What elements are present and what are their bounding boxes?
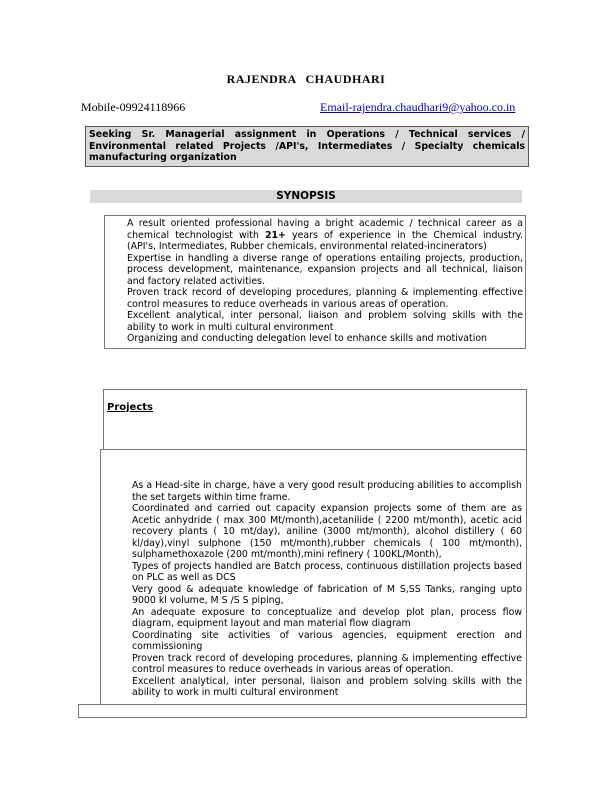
projects-bottom-border [78,717,527,718]
projects-top-border [103,389,527,390]
projects-heading: Projects [107,402,154,413]
synopsis-item: A result oriented professional having a bright academic / technical career as a chemical technologist with 21+ years of experience in the Chemical industry. (API's, Intermediates, Rubber chemicals, environmental related-incinerators) [127,218,523,252]
mobile-number: Mobile-09924118966 [81,100,186,114]
email-link[interactable]: Email-rajendra.chaudhari9@yahoo.co.in [320,100,516,114]
synopsis-heading: SYNOPSIS [90,190,522,203]
synopsis-item: Proven track record of developing procedures, planning & implementing effective control measures to reduce overheads in various areas of operation. [127,287,523,310]
project-item: Proven track record of developing procedures, planning & implementing effective control measures to reduce overheads in various areas of operation. [132,652,522,675]
projects-divider [100,449,527,450]
synopsis-box [104,215,526,349]
projects-outer-left-border [78,704,79,717]
projects-list-container [110,480,522,699]
projects-left-border [103,389,104,449]
project-item: Excellent analytical, inter personal, liaison and problem solving skills with the ability to work in multi cultural environment [132,675,522,698]
project-item: An adequate exposure to conceptualize and develop plot plan, process flow diagram, equipment layout and man material flow diagram [132,606,522,629]
synopsis-item: Organizing and conducting delegation level to enhance skills and motivation [127,333,487,344]
projects-bottom-divider [78,704,527,705]
projects-right-border [526,389,527,718]
synopsis-item: Expertise in handling a diverse range of operations entailing projects, production, process development, maintenance, expansion projects and all technical, liaison and factory related activities. [127,252,523,287]
project-item: Coordinated and carried out capacity expansion projects some of them are as Acetic anhydride ( max 300 Mt/month),acetanilide ( 2200 mt/month), acetic acid recovery plants ( 10 mt/day), aniline (3000 mt/month), alcohol distillery ( 60 kl/day),vinyl sulphone (150 mt/month),rubber chemicals ( 100 mt/month), sulphamethoxazole (200 mt/month),mini refinery ( 100KL/Month), [132,503,522,560]
projects-inner-left-border [100,449,101,704]
candidate-name: RAJENDRA CHAUDHARI [226,72,386,86]
objective-statement: Seeking Sr. Managerial assignment in Operations / Technical services / Environmental related Projects /API's, Intermediates / Specialty chemicals manufacturing organization [85,126,529,167]
synopsis-item: Excellent analytical, inter personal, liaison and problem solving skills with the ability to work in multi cultural environment [127,310,523,333]
project-item: As a Head-site in charge, have a very good result producing abilities to accomplish the set targets within time frame. [132,480,522,503]
project-item: Very good & adequate knowledge of fabrication of M S,SS Tanks, ranging upto 9000 kl volume, M S /S S piping, [132,583,522,606]
project-item: Coordinating site activities of various agencies, equipment erection and commissioning [132,629,522,652]
project-item: Types of projects handled are Batch process, continuous distillation projects based on PLC as well as DCS [132,560,522,583]
